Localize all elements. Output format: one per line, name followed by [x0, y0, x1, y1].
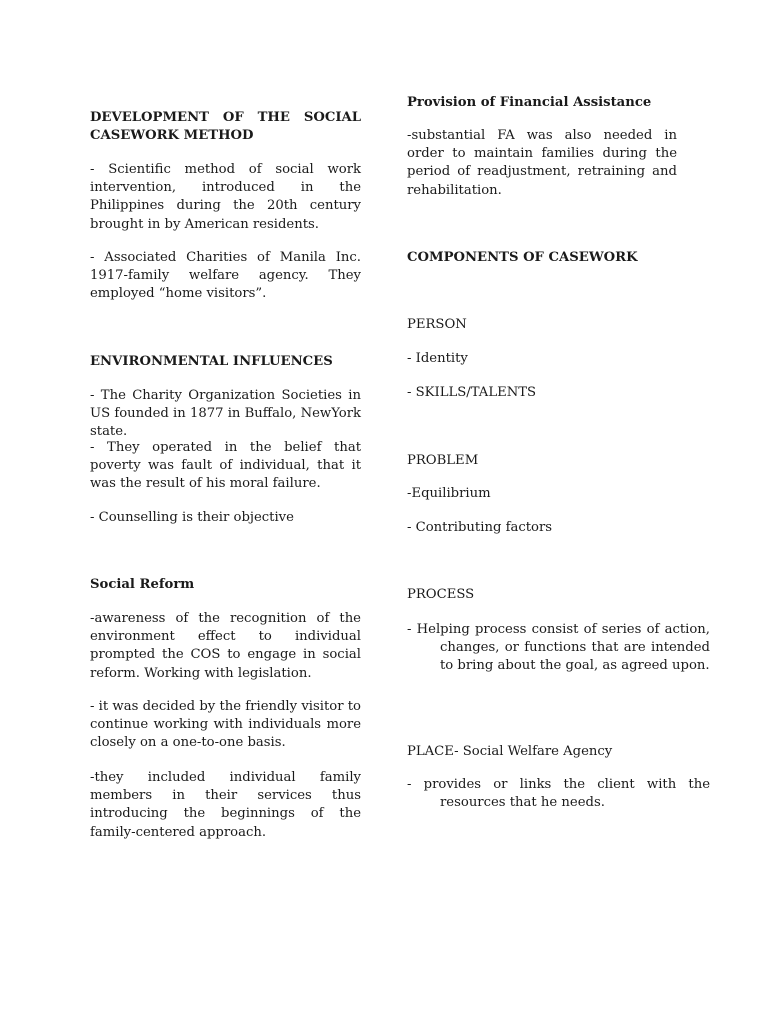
place-label: PLACE- Social Welfare Agency — [407, 744, 613, 759]
environmental-influences-heading: ENVIRONMENTAL INFLUENCES — [90, 354, 333, 369]
development-paragraph-2: - Associated Charities of Manila Inc. 1917-family welfare agency. They employed “home visitors”. — [90, 250, 361, 302]
environmental-paragraph-2: - They operated in the belief that poverty was fault of individual, that it was the result of his moral failure. — [90, 440, 361, 492]
development-paragraph-1: - Scientific method of social work intervention, introduced in the Philippines during the 20th century brought in by American residents. — [90, 162, 361, 232]
financial-assistance-paragraph: -substantial FA was also needed in order to maintain families during the period of readjustment, retraining and rehabilitation. — [407, 128, 677, 198]
environmental-paragraph-3: - Counselling is their objective — [90, 510, 294, 525]
social-reform-paragraph-3: -they included individual family members in their services thus introducing the beginnings of the family-centered approach. — [90, 770, 361, 840]
place-item-resources: - provides or links the client with the resources that he needs. — [407, 777, 710, 811]
person-item-identity: - Identity — [407, 351, 468, 366]
social-reform-paragraph-2: - it was decided by the friendly visitor to continue working with individuals more closely on a one-to-one basis. — [90, 699, 361, 751]
process-label: PROCESS — [407, 587, 475, 602]
person-label: PERSON — [407, 317, 467, 332]
development-heading: DEVELOPMENT OF THE SOCIAL CASEWORK METHOD — [90, 110, 361, 144]
person-item-skills: - SKILLS/TALENTS — [407, 385, 537, 400]
social-reform-heading: Social Reform — [90, 577, 195, 592]
components-of-casework-heading: COMPONENTS OF CASEWORK — [407, 250, 638, 265]
social-reform-paragraph-1: -awareness of the recognition of the environment effect to individual prompted the COS to engage in social reform. Working with legislation. — [90, 611, 361, 681]
environmental-paragraph-1: - The Charity Organization Societies in US founded in 1877 in Buffalo, NewYork state. — [90, 388, 361, 440]
financial-assistance-heading: Provision of Financial Assistance — [407, 95, 652, 110]
problem-item-equilibrium: -Equilibrium — [407, 486, 491, 501]
process-item-helping: - Helping process consist of series of action, changes, or functions that are intended to bring about the goal, as agreed upon. — [407, 622, 710, 674]
problem-item-contributing-factors: - Contributing factors — [407, 520, 553, 535]
problem-label: PROBLEM — [407, 453, 479, 468]
